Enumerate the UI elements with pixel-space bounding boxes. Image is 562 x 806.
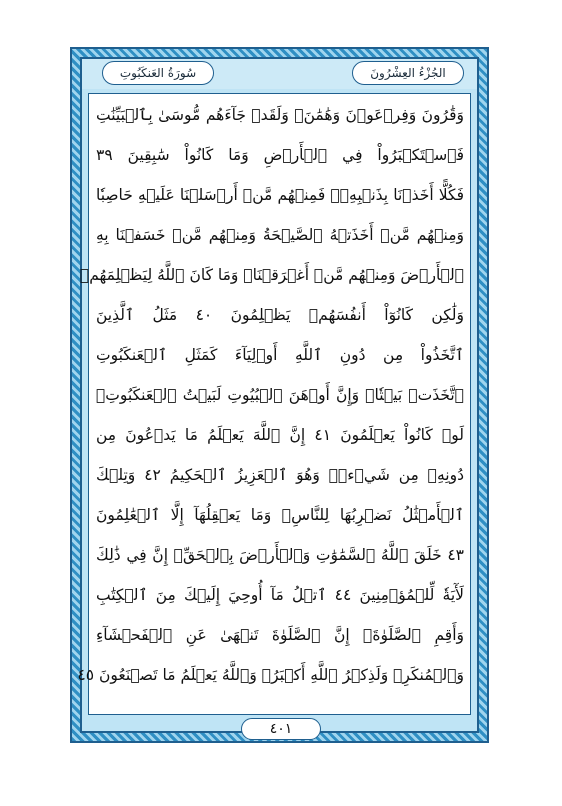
verse-line: وَمِنۡهُم مَّنۡ أَخَذَتۡهُ ٱلصَّيۡحَةُ وَمِنۡهُم مَّنۡ خَسَفۡنَا بِهِ — [96, 226, 464, 244]
verse-line: وَقَٰرُونَ وَفِرۡعَوۡنَ وَهَٰمَٰنَۖ وَلَقَدۡ جَآءَهُم مُّوسَىٰ بِٱلۡبَيِّنَٰتِ — [96, 106, 464, 124]
verse-line: ٱتَّخَذَتۡ بَيۡتٗاۖ وَإِنَّ أَوۡهَنَ ٱلۡبُيُوتِ لَبَيۡتُ ٱلۡعَنكَبُوتِۚ — [96, 386, 464, 404]
verse-line: فَٱسۡتَكۡبَرُواْ فِي ٱلۡأَرۡضِ وَمَا كَانُواْ سَٰبِقِينَ ٣٩ — [96, 146, 464, 164]
page-number: ٤٠١ — [241, 718, 321, 740]
verse-line: وَلَٰكِن كَانُوٓاْ أَنفُسَهُمۡ يَظۡلِمُونَ ٤٠ مَثَلُ ٱلَّذِينَ — [96, 306, 464, 324]
verse-line: دُونِهِۦ مِن شَيۡءٖۚ وَهُوَ ٱلۡعَزِيزُ ٱلۡحَكِيمُ ٤٢ وَتِلۡكَ — [96, 466, 464, 484]
verse-line: وَٱلۡمُنكَرِۗ وَلَذِكۡرُ ٱللَّهِ أَكۡبَرُۗ وَٱللَّهُ يَعۡلَمُ مَا تَصۡنَعُونَ ٤٥ — [77, 666, 464, 684]
surah-title: سُورَةُ العَنكَبُوتِ — [102, 61, 214, 85]
verse-line: لَوۡ كَانُواْ يَعۡلَمُونَ ٤١ إِنَّ ٱللَّهَ يَعۡلَمُ مَا يَدۡعُونَ مِن — [96, 426, 464, 444]
verse-line: لَأٓيَةٗ لِّلۡمُؤۡمِنِينَ ٤٤ ٱتۡلُ مَآ أُوحِيَ إِلَيۡكَ مِنَ ٱلۡكِتَٰبِ — [96, 586, 464, 604]
verse-line: فَكُلًّا أَخَذۡنَا بِذَنۢبِهِۦۖ فَمِنۡهُم مَّنۡ أَرۡسَلۡنَا عَلَيۡهِ حَاصِبٗا — [96, 186, 464, 204]
juz-title: الجُزْءُ العِشْرُونَ — [352, 61, 464, 85]
verse-line: ٱلۡأَمۡثَٰلُ نَضۡرِبُهَا لِلنَّاسِۖ وَمَا يَعۡقِلُهَآ إِلَّا ٱلۡعَٰلِمُونَ — [96, 506, 464, 524]
verse-line: وَأَقِمِ ٱلصَّلَوٰةَۖ إِنَّ ٱلصَّلَوٰةَ تَنۡهَىٰ عَنِ ٱلۡفَحۡشَآءِ — [96, 626, 464, 644]
verse-line: ٱلۡأَرۡضَ وَمِنۡهُم مَّنۡ أَغۡرَقۡنَاۚ وَمَا كَانَ ٱللَّهُ لِيَظۡلِمَهُمۡ — [79, 266, 464, 284]
verse-line: ٤٣ خَلَقَ ٱللَّهُ ٱلسَّمَٰوَٰتِ وَٱلۡأَرۡضَ بِٱلۡحَقِّۚ إِنَّ فِي ذَٰلِكَ — [96, 546, 464, 564]
verse-line: ٱتَّخَذُواْ مِن دُونِ ٱللَّهِ أَوۡلِيَآءَ كَمَثَلِ ٱلۡعَنكَبُوتِ — [96, 346, 464, 364]
